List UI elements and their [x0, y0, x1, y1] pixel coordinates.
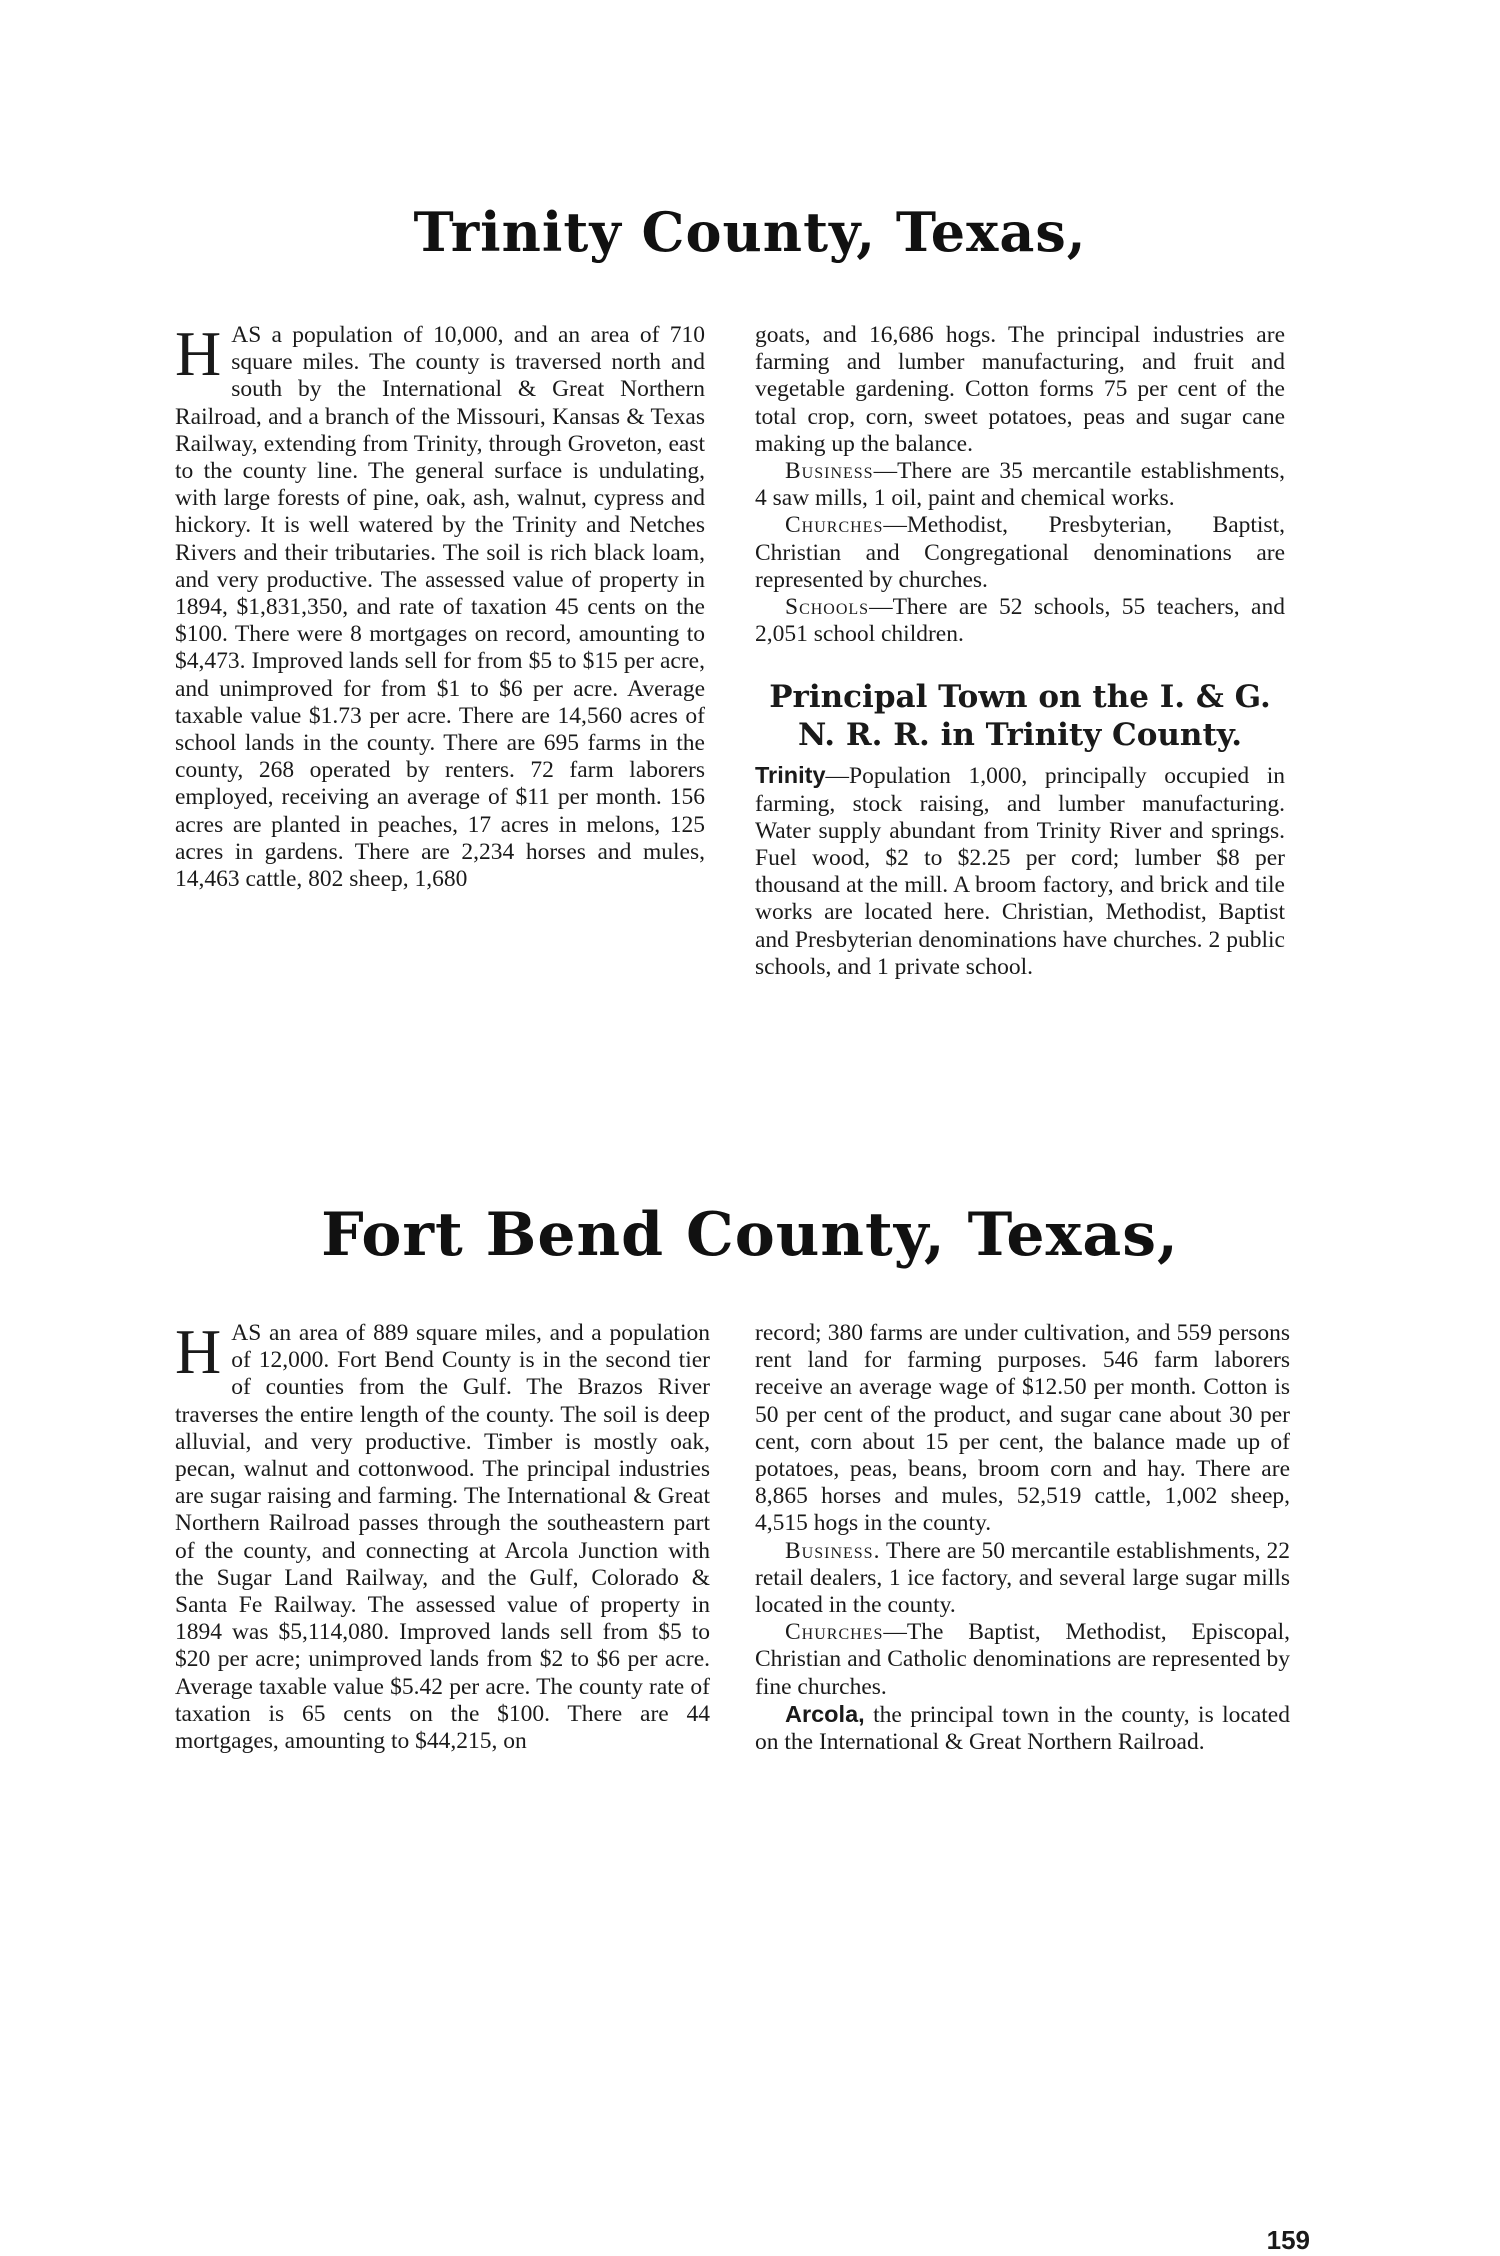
trinity-column-left: [175, 318, 705, 893]
trinity-column-right: [755, 322, 1285, 981]
fortbend-business-text: There are 50 mercantile establishments, 22 retail dealers, 1 ice factory, and several large sugar mills located in the county.: [755, 1537, 1290, 1619]
trinity-churches-text: —Methodist, Presbyterian, Baptist, Christian and Congregational denominations are represented by churches.: [755, 512, 1285, 593]
fort-bend-county-heading: Fort Bend County, Texas,: [321, 1200, 1179, 1270]
trinity-churches-label: Churches: [785, 512, 884, 539]
fortbend-farms-text: record; 380 farms are under cultivation, and 559 persons rent land for farming purposes. 546 farm laborers receive an average wage of $12.50 per month. Cotton is 50 per cent of the product, and sugar cane about 30 per cent, corn about 15 per cent, the balance made up of potatoes, peas, beans, broom corn and hay. There are 8,865 horses and mules, 52,519 cattle, 1,002 sheep, 4,515 hogs in the county.: [755, 1320, 1290, 1537]
fortbend-town-paragraph: [755, 1701, 1290, 1756]
trinity-schools-paragraph: [755, 594, 1285, 648]
fortbend-column-right: [755, 1320, 1290, 1756]
trinity-industries-text: goats, and 16,686 hogs. The principal industries are farming and lumber manufacturing, and fruit and vegetable gardening. Cotton forms 75 per cent of the total crop, corn, sweet potatoes, peas and sugar cane making up the balance.: [755, 322, 1285, 457]
fortbend-business-label: Business.: [785, 1537, 881, 1564]
trinity-dropcap: H: [175, 318, 222, 389]
fortbend-churches-paragraph: [755, 1619, 1290, 1701]
trinity-business-text: —There are 35 mercantile establishments, 4 saw mills, 1 oil, paint and chemical works.: [755, 458, 1285, 512]
trinity-business-paragraph: [755, 458, 1285, 512]
fortbend-intro-paragraph: [175, 1316, 710, 1755]
trinity-town-paragraph: [755, 762, 1285, 981]
fortbend-business-paragraph: [755, 1538, 1290, 1620]
trinity-churches-paragraph: [755, 512, 1285, 594]
trinity-town-text: —Population 1,000, principally occupied in farming, stock raising, and lumber manufacturing. Water supply abundant from Trinity River and springs. Fuel wood, $2 to $2.25 per cord; lumber $8 per thousand at the mill. A broom factory, and brick and tile works are located here. Christian, Methodist, Baptist and Presbyterian denominations have churches. 2 public schools, and 1 private school.: [755, 763, 1285, 980]
trinity-intro-paragraph: [175, 318, 705, 893]
fortbend-churches-label: Churches: [785, 1619, 884, 1646]
principal-town-subheading: [755, 678, 1285, 754]
fortbend-town-name: Arcola,: [785, 1700, 865, 1727]
subheading-line-2: N. R. R. in Trinity County.: [797, 717, 1243, 754]
page-number: 159: [1266, 2225, 1310, 2255]
fortbend-column-left: [175, 1316, 710, 1755]
trinity-town-name: Trinity: [755, 762, 826, 789]
fortbend-dropcap: H: [175, 1316, 222, 1387]
fortbend-intro-text: AS an area of 889 square miles, and a population of 12,000. Fort Bend County is in the second tier of counties from the Gulf. The Brazos River traverses the entire length of the county. The soil is deep alluvial, and very productive. Timber is mostly oak, pecan, walnut and cottonwood. The principal industries are sugar raising and farming. The International & Great Northern Railroad passes through the southeastern part of the county, and connecting at Arcola Junction with the Sugar Land Railway, and the Gulf, Colorado & Santa Fe Railway. The assessed value of property in 1894 was $5,114,080. Improved lands sell from $5 to $20 per acre; unimproved lands from $2 to $6 per acre. Average taxable value $5.42 per acre. The county rate of taxation is 65 cents on the $100. There are 44 mortgages, amounting to $44,215, on: [175, 1320, 710, 1755]
trinity-intro-text: AS a population of 10,000, and an area of 710 square miles. The county is traversed north and south by the International & Great Northern Railroad, and a branch of the Missouri, Kansas & Texas Railway, extending from Trinity, through Groveton, east to the county line. The general surface is undulating, with large forests of pine, oak, ash, walnut, cypress and hickory. It is well watered by the Trinity and Netches Rivers and their tributaries. The soil is rich black loam, and very productive. The assessed value of property in 1894, $1,831,350, and rate of taxation 45 cents on the $100. There were 8 mortgages on record, amounting to $4,473. Improved lands sell for from $5 to $15 per acre, and unimproved for from $1 to $6 per acre. Average taxable value $1.73 per acre. There are 14,560 acres of school lands in the county. There are 695 farms in the county, 268 operated by renters. 72 farm laborers employed, receiving an average of $11 per month. 156 acres are planted in peaches, 17 acres in melons, 125 acres in gardens. There are 2,234 horses and mules, 14,463 cattle, 802 sheep, 1,680: [175, 322, 705, 893]
fortbend-town-text: the principal town in the county, is located on the International & Great Northern Railroad.: [755, 1701, 1290, 1756]
trinity-schools-text: —There are 52 schools, 55 teachers, and 2,051 school children.: [755, 594, 1285, 648]
trinity-business-label: Business: [785, 458, 874, 485]
fortbend-churches-text: —The Baptist, Methodist, Episcopal, Christian and Catholic denominations are represented by fine churches.: [755, 1619, 1290, 1700]
subheading-line-1: Principal Town on the I. & G.: [769, 679, 1271, 716]
trinity-county-heading: Trinity County, Texas,: [413, 200, 1087, 264]
trinity-schools-label: Schools: [785, 594, 870, 621]
